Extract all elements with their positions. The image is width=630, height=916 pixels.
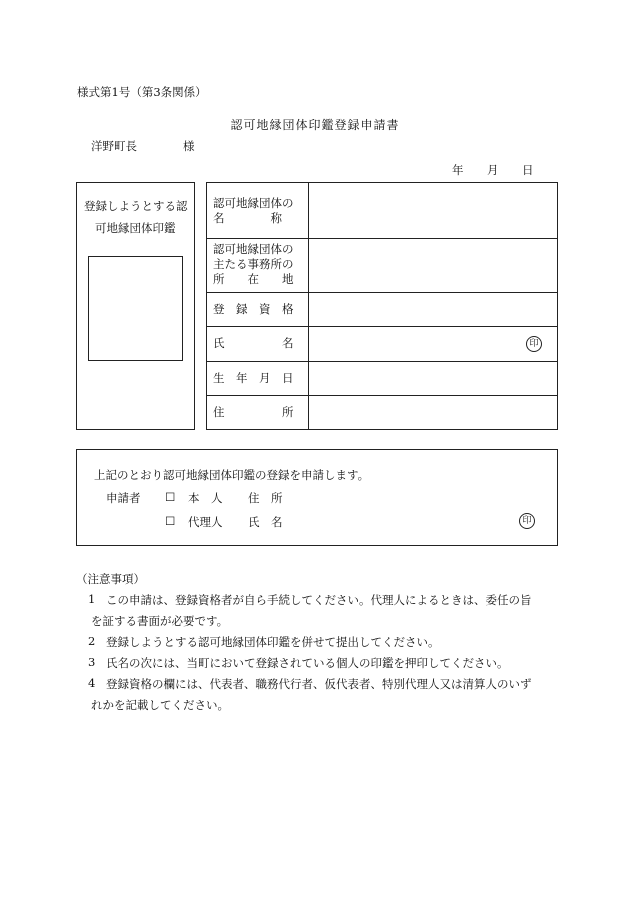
note-item-text: この申請は、登録資格者が自ら手続してください。代理人によるときは、委任の旨 xyxy=(106,593,532,607)
label-organization-name: 認可地縁団体の 名 称 xyxy=(213,196,294,225)
note-item-text: 氏名の次には、当町において登録されている個人の印鑑を押印してください。 xyxy=(106,656,509,670)
note-item-text: 登録資格の欄には、代表者、職務代行者、仮代表者、特別代理人又は清算人のいず xyxy=(106,677,532,691)
self-address-label: 住 所 xyxy=(248,491,283,505)
page-title: 認可地縁団体印鑑登録申請書 xyxy=(230,118,400,132)
addressee-office: 洋野町長 xyxy=(91,139,137,153)
date-year-label: 年 xyxy=(452,163,464,177)
declaration-statement: 上記のとおり認可地縁団体印鑑の登録を申請します。 xyxy=(94,468,370,482)
applicant-label: 申請者 xyxy=(106,491,141,505)
label-address: 住 所 xyxy=(213,405,294,419)
label-office-address: 認可地縁団体の 主たる事務所の 所 在 地 xyxy=(213,242,294,286)
label-qualification: 登 録 資 格 xyxy=(213,302,294,316)
note-number: 2 xyxy=(88,634,96,648)
note-item-text: 登録しようとする認可地縁団体印鑑を併せて提出してください。 xyxy=(106,635,440,649)
note-number: 1 xyxy=(88,592,96,606)
option-self-label: 本 人 xyxy=(188,491,223,505)
seal-impression-area[interactable] xyxy=(88,256,183,361)
birth-date-field[interactable] xyxy=(309,362,557,395)
seal-box-label-line2: 可地縁団体印鑑 xyxy=(95,221,176,235)
organization-name-field[interactable] xyxy=(309,184,557,238)
agent-name-field[interactable] xyxy=(300,510,510,530)
checkbox-agent[interactable]: ☐ xyxy=(165,514,176,528)
date-day-label: 日 xyxy=(522,163,534,177)
label-birth-date: 生 年 月 日 xyxy=(213,371,294,385)
addressee-suffix: 様 xyxy=(183,139,195,153)
note-number: 3 xyxy=(88,655,96,669)
qualification-field[interactable] xyxy=(309,293,557,326)
option-agent-label: 代理人 xyxy=(188,515,223,529)
office-address-field[interactable] xyxy=(309,239,557,292)
agent-name-label: 氏 名 xyxy=(248,515,283,529)
label-person-name: 氏 名 xyxy=(213,336,294,350)
date-month-label: 月 xyxy=(487,163,499,177)
notes-heading: （注意事項） xyxy=(76,572,145,586)
form-number: 様式第1号（第3条関係） xyxy=(77,85,207,99)
person-name-field[interactable] xyxy=(309,327,519,361)
seal-mark-icon: 印 xyxy=(519,513,535,529)
self-address-field[interactable] xyxy=(300,486,510,506)
address-field[interactable] xyxy=(309,396,557,429)
note-item-text: を証する書面が必要です。 xyxy=(91,614,229,628)
seal-box-label-line1: 登録しようとする認 xyxy=(84,199,188,213)
note-number: 4 xyxy=(88,676,96,690)
note-item-text: れかを記載してください。 xyxy=(91,698,229,712)
checkbox-self[interactable]: ☐ xyxy=(165,490,176,504)
seal-mark-icon: 印 xyxy=(526,336,542,352)
